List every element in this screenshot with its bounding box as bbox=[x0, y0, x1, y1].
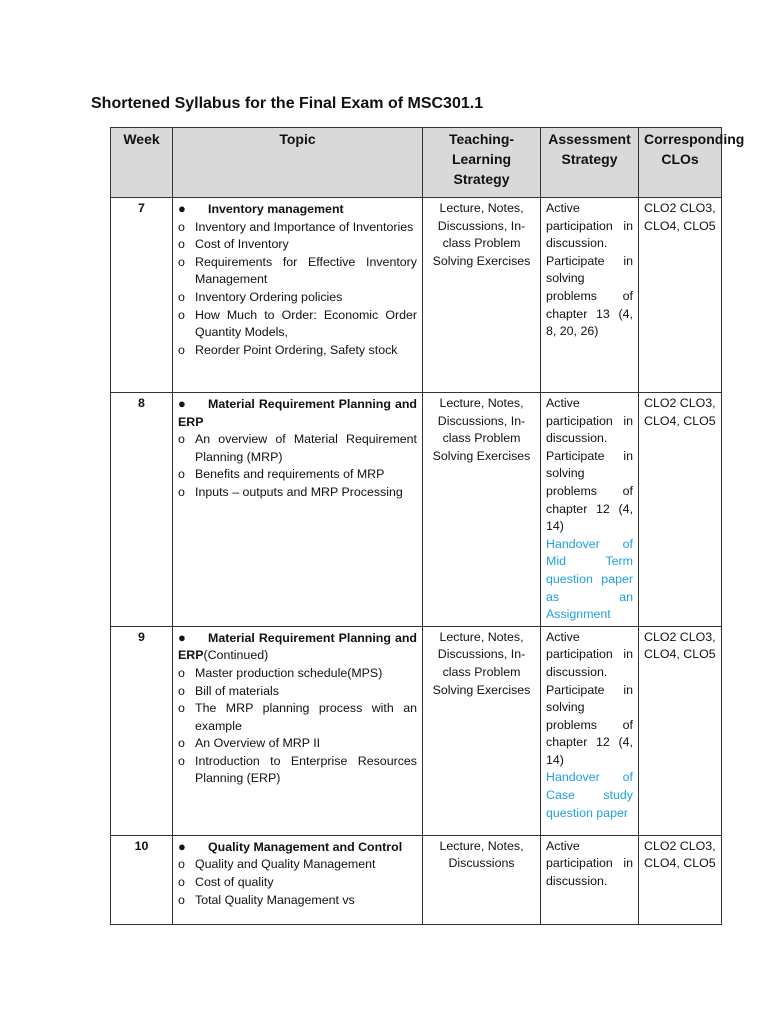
sub-bullet-icon: o bbox=[178, 219, 185, 234]
header-teaching-strategy: Teaching-Learning Strategy bbox=[423, 128, 541, 198]
list-item: o Master production schedule(MPS) bbox=[178, 665, 417, 683]
main-topic-continued: (Continued) bbox=[203, 648, 269, 663]
list-item: o Quality and Quality Management bbox=[178, 856, 417, 874]
sub-bullet-icon: o bbox=[178, 701, 185, 716]
main-topic bbox=[178, 200, 417, 219]
header-topic: Topic bbox=[173, 128, 423, 198]
list-item: o The MRP planning process with an example bbox=[178, 701, 417, 733]
list-item: o An Overview of MRP II bbox=[178, 735, 417, 753]
header-assessment-strategy: Assessment Strategy bbox=[541, 128, 639, 198]
list-item: o Inventory and Importance of Inventories bbox=[178, 219, 417, 237]
clos-cell: CLO2 CLO3, CLO4, CLO5 bbox=[639, 626, 722, 835]
assessment-cell bbox=[541, 626, 639, 835]
list-item: o Reorder Point Ordering, Safety stock bbox=[178, 342, 417, 360]
table-row bbox=[111, 626, 722, 835]
table-row bbox=[111, 835, 722, 924]
header-week: Week bbox=[111, 128, 173, 198]
bullet-icon: ● bbox=[178, 396, 186, 411]
sub-bullet-icon: o bbox=[178, 289, 185, 304]
sub-bullet-icon: o bbox=[178, 736, 185, 751]
sub-bullet-icon: o bbox=[178, 753, 185, 768]
clos-cell: CLO2 CLO3, CLO4, CLO5 bbox=[639, 198, 722, 393]
sub-bullet-icon: o bbox=[178, 874, 185, 889]
document-title: Shortened Syllabus for the Final Exam of MSC301.1 bbox=[91, 95, 484, 112]
week-cell: 10 bbox=[111, 835, 173, 924]
teaching-cell: Lecture, Notes, Discussions, In-class Problem Solving Exercises bbox=[423, 626, 541, 835]
week-cell: 8 bbox=[111, 393, 173, 627]
assessment-text: Active participation in discussion. bbox=[546, 838, 633, 888]
bullet-icon: ● bbox=[178, 838, 186, 854]
sub-bullet-icon: o bbox=[178, 467, 185, 482]
week-cell: 9 bbox=[111, 626, 173, 835]
list-item: o Cost of quality bbox=[178, 874, 417, 892]
syllabus-table bbox=[110, 127, 745, 925]
sub-bullet-icon: o bbox=[178, 484, 185, 499]
main-topic-label: Inventory management bbox=[208, 202, 344, 216]
list-item: o Requirements for Effective Inventory Management bbox=[178, 254, 417, 287]
list-item: o An overview of Material Requirement Planning (MRP) bbox=[178, 432, 417, 464]
assessment-text: Active participation in discussion. Participate in solving problems of chapter 12 (4, 14) bbox=[546, 396, 633, 534]
main-topic bbox=[178, 395, 417, 431]
sub-bullet-icon: o bbox=[178, 254, 185, 269]
subtopic-list bbox=[178, 219, 417, 360]
sub-bullet-icon: o bbox=[178, 892, 185, 907]
main-topic bbox=[178, 629, 417, 665]
table-header-row bbox=[111, 128, 722, 198]
list-item: o Inputs – outputs and MRP Processing bbox=[178, 484, 417, 502]
table-row bbox=[111, 198, 722, 393]
sub-bullet-icon: o bbox=[178, 342, 185, 357]
teaching-cell: Lecture, Notes, Discussions bbox=[423, 835, 541, 924]
topic-cell bbox=[173, 393, 423, 627]
main-topic-label: Quality Management and Control bbox=[208, 839, 403, 854]
list-item: o Cost of Inventory bbox=[178, 236, 417, 254]
topic-cell bbox=[173, 626, 423, 835]
list-item: o How Much to Order: Economic Order Quantity Models, bbox=[178, 307, 417, 340]
main-topic bbox=[178, 838, 417, 857]
assessment-text: Active participation in discussion. Participate in solving problems of chapter 13 (4, 8, 20, 26) bbox=[546, 201, 633, 339]
teaching-cell: Lecture, Notes, Discussions, In-class Problem Solving Exercises bbox=[423, 198, 541, 393]
assessment-cell bbox=[541, 198, 639, 393]
bullet-icon: ● bbox=[178, 629, 186, 645]
assessment-text: Active participation in discussion. Participate in solving problems of chapter 12 (4, 14) bbox=[546, 629, 633, 767]
list-item: o Introduction to Enterprise Resources Planning (ERP) bbox=[178, 753, 417, 786]
list-item: o Total Quality Management vs bbox=[178, 892, 417, 910]
assessment-cell bbox=[541, 393, 639, 627]
table-row bbox=[111, 393, 722, 627]
week-cell: 7 bbox=[111, 198, 173, 393]
header-corresponding-clos: Corresponding CLOs bbox=[639, 128, 722, 198]
clos-cell: CLO2 CLO3, CLO4, CLO5 bbox=[639, 393, 722, 627]
sub-bullet-icon: o bbox=[178, 307, 185, 322]
topic-cell bbox=[173, 835, 423, 924]
assessment-cell bbox=[541, 835, 639, 924]
assessment-note: Handover of Mid Term question paper as an Assignment bbox=[546, 536, 633, 622]
assessment-note: Handover of Case study question paper bbox=[546, 770, 633, 820]
sub-bullet-icon: o bbox=[178, 665, 185, 680]
list-item: o Benefits and requirements of MRP bbox=[178, 466, 417, 484]
subtopic-list bbox=[178, 431, 417, 501]
list-item: o Bill of materials bbox=[178, 683, 417, 701]
sub-bullet-icon: o bbox=[178, 683, 185, 698]
sub-bullet-icon: o bbox=[178, 857, 185, 872]
bullet-icon: ● bbox=[178, 201, 186, 216]
sub-bullet-icon: o bbox=[178, 237, 185, 252]
main-topic-label: Material Requirement Planning and ERP bbox=[178, 397, 417, 429]
topic-cell bbox=[173, 198, 423, 393]
clos-cell: CLO2 CLO3, CLO4, CLO5 bbox=[639, 835, 722, 924]
subtopic-list bbox=[178, 665, 417, 788]
main-topic-label: Material Requirement Planning and ERP bbox=[178, 630, 417, 663]
subtopic-list bbox=[178, 856, 417, 909]
sub-bullet-icon: o bbox=[178, 432, 185, 447]
teaching-cell: Lecture, Notes, Discussions, In-class Problem Solving Exercises bbox=[423, 393, 541, 627]
list-item: o Inventory Ordering policies bbox=[178, 289, 417, 307]
